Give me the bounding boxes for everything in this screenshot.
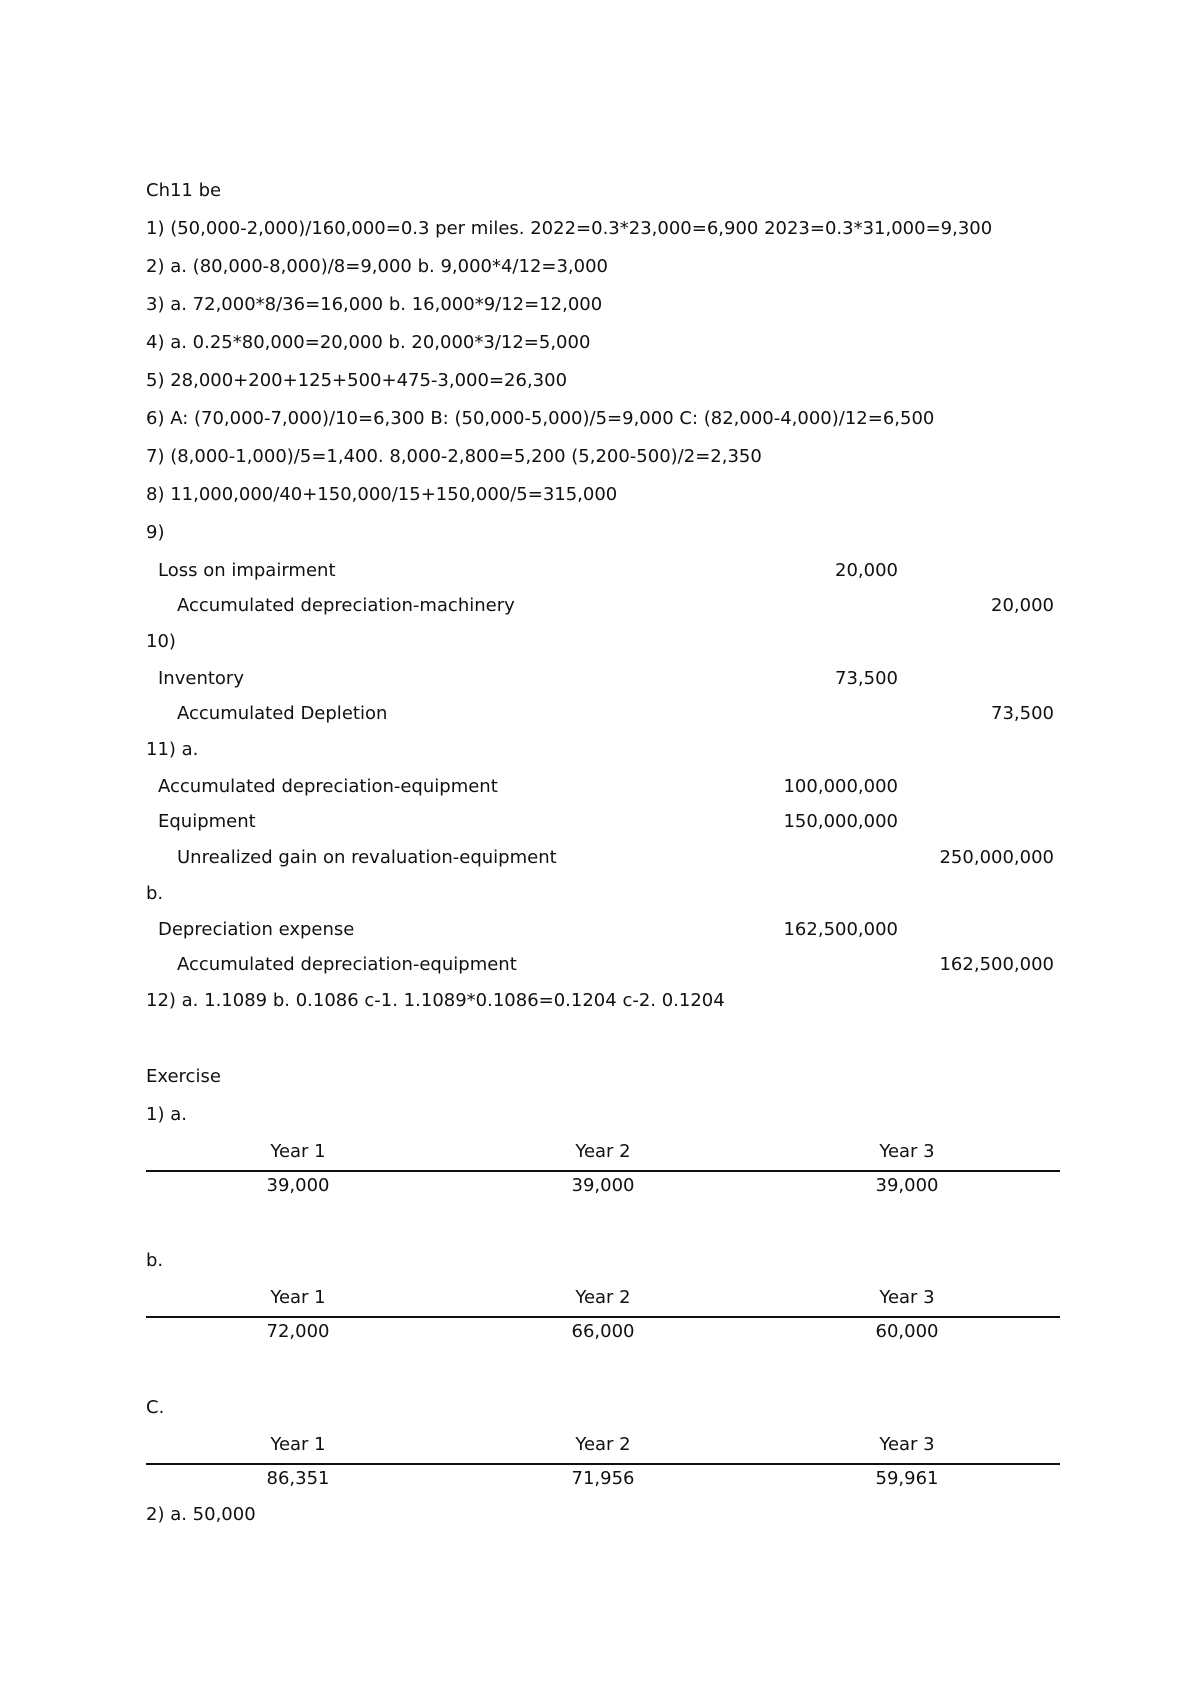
answer-line: 2) a. (80,000-8,000)/8=9,000 b. 9,000*4/12=3,000: [146, 256, 609, 277]
journal-credit-account: Accumulated Depletion: [177, 703, 388, 724]
table-header-cell: Year 2: [575, 1141, 631, 1162]
question-label: 10): [146, 631, 176, 652]
table-cell: 71,956: [571, 1468, 635, 1489]
table-header-row: [146, 1429, 1060, 1465]
depreciation-table: [146, 1429, 1060, 1509]
table-cell: 72,000: [266, 1321, 330, 1342]
depreciation-table: [146, 1282, 1060, 1362]
answer-line: 5) 28,000+200+125+500+475-3,000=26,300: [146, 370, 568, 391]
journal-debit-amount: 162,500,000: [783, 919, 898, 940]
journal-debit-account: Equipment: [158, 811, 256, 832]
answer-line: 8) 11,000,000/40+150,000/15+150,000/5=315,000: [146, 484, 618, 505]
table-cell: 39,000: [875, 1175, 939, 1196]
table-cell: 66,000: [571, 1321, 635, 1342]
answer-line: 2) a. 50,000: [146, 1504, 256, 1525]
question-label: 1) a.: [146, 1104, 187, 1125]
table-cell: 60,000: [875, 1321, 939, 1342]
table-cell: 39,000: [266, 1175, 330, 1196]
table-header-row: [146, 1136, 1060, 1172]
section-title: Exercise: [146, 1066, 221, 1087]
question-label: 11) a.: [146, 739, 199, 760]
section-title: Ch11 be: [146, 180, 222, 201]
table-header-cell: Year 1: [270, 1434, 326, 1455]
answer-line: 12) a. 1.1089 b. 0.1086 c-1. 1.1089*0.1086=0.1204 c-2. 0.1204: [146, 990, 725, 1011]
table-header-cell: Year 2: [575, 1434, 631, 1455]
table-cell: 39,000: [571, 1175, 635, 1196]
journal-credit-account: Accumulated depreciation-equipment: [177, 954, 517, 975]
journal-credit-amount: 162,500,000: [939, 954, 1054, 975]
journal-debit-account: Inventory: [158, 668, 244, 689]
journal-debit-account: Depreciation expense: [158, 919, 355, 940]
question-label: b.: [146, 883, 164, 904]
table-header-cell: Year 3: [879, 1141, 935, 1162]
table-header-cell: Year 1: [270, 1287, 326, 1308]
journal-credit-account: Unrealized gain on revaluation-equipment: [177, 847, 557, 868]
journal-credit-amount: 20,000: [991, 595, 1054, 616]
journal-debit-account: Loss on impairment: [158, 560, 336, 581]
answer-line: 3) a. 72,000*8/36=16,000 b. 16,000*9/12=12,000: [146, 294, 603, 315]
table-cell: 86,351: [266, 1468, 330, 1489]
journal-debit-amount: 20,000: [835, 560, 898, 581]
journal-debit-account: Accumulated depreciation-equipment: [158, 776, 498, 797]
question-label: C.: [146, 1397, 165, 1418]
journal-debit-amount: 150,000,000: [783, 811, 898, 832]
answer-line: 1) (50,000-2,000)/160,000=0.3 per miles. 2022=0.3*23,000=6,900 2023=0.3*31,000=9,300: [146, 218, 993, 239]
question-label: b.: [146, 1250, 164, 1271]
journal-credit-account: Accumulated depreciation-machinery: [177, 595, 515, 616]
answer-line: 6) A: (70,000-7,000)/10=6,300 B: (50,000-5,000)/5=9,000 C: (82,000-4,000)/12=6,500: [146, 408, 935, 429]
table-header-cell: Year 3: [879, 1287, 935, 1308]
answer-line: 4) a. 0.25*80,000=20,000 b. 20,000*3/12=5,000: [146, 332, 591, 353]
table-cell: 59,961: [875, 1468, 939, 1489]
journal-credit-amount: 250,000,000: [939, 847, 1054, 868]
table-header-cell: Year 2: [575, 1287, 631, 1308]
table-header-row: [146, 1282, 1060, 1318]
depreciation-table: [146, 1136, 1060, 1216]
journal-credit-amount: 73,500: [991, 703, 1054, 724]
table-header-cell: Year 3: [879, 1434, 935, 1455]
question-label: 9): [146, 522, 165, 543]
table-header-cell: Year 1: [270, 1141, 326, 1162]
journal-debit-amount: 73,500: [835, 668, 898, 689]
journal-debit-amount: 100,000,000: [783, 776, 898, 797]
answer-line: 7) (8,000-1,000)/5=1,400. 8,000-2,800=5,200 (5,200-500)/2=2,350: [146, 446, 762, 467]
